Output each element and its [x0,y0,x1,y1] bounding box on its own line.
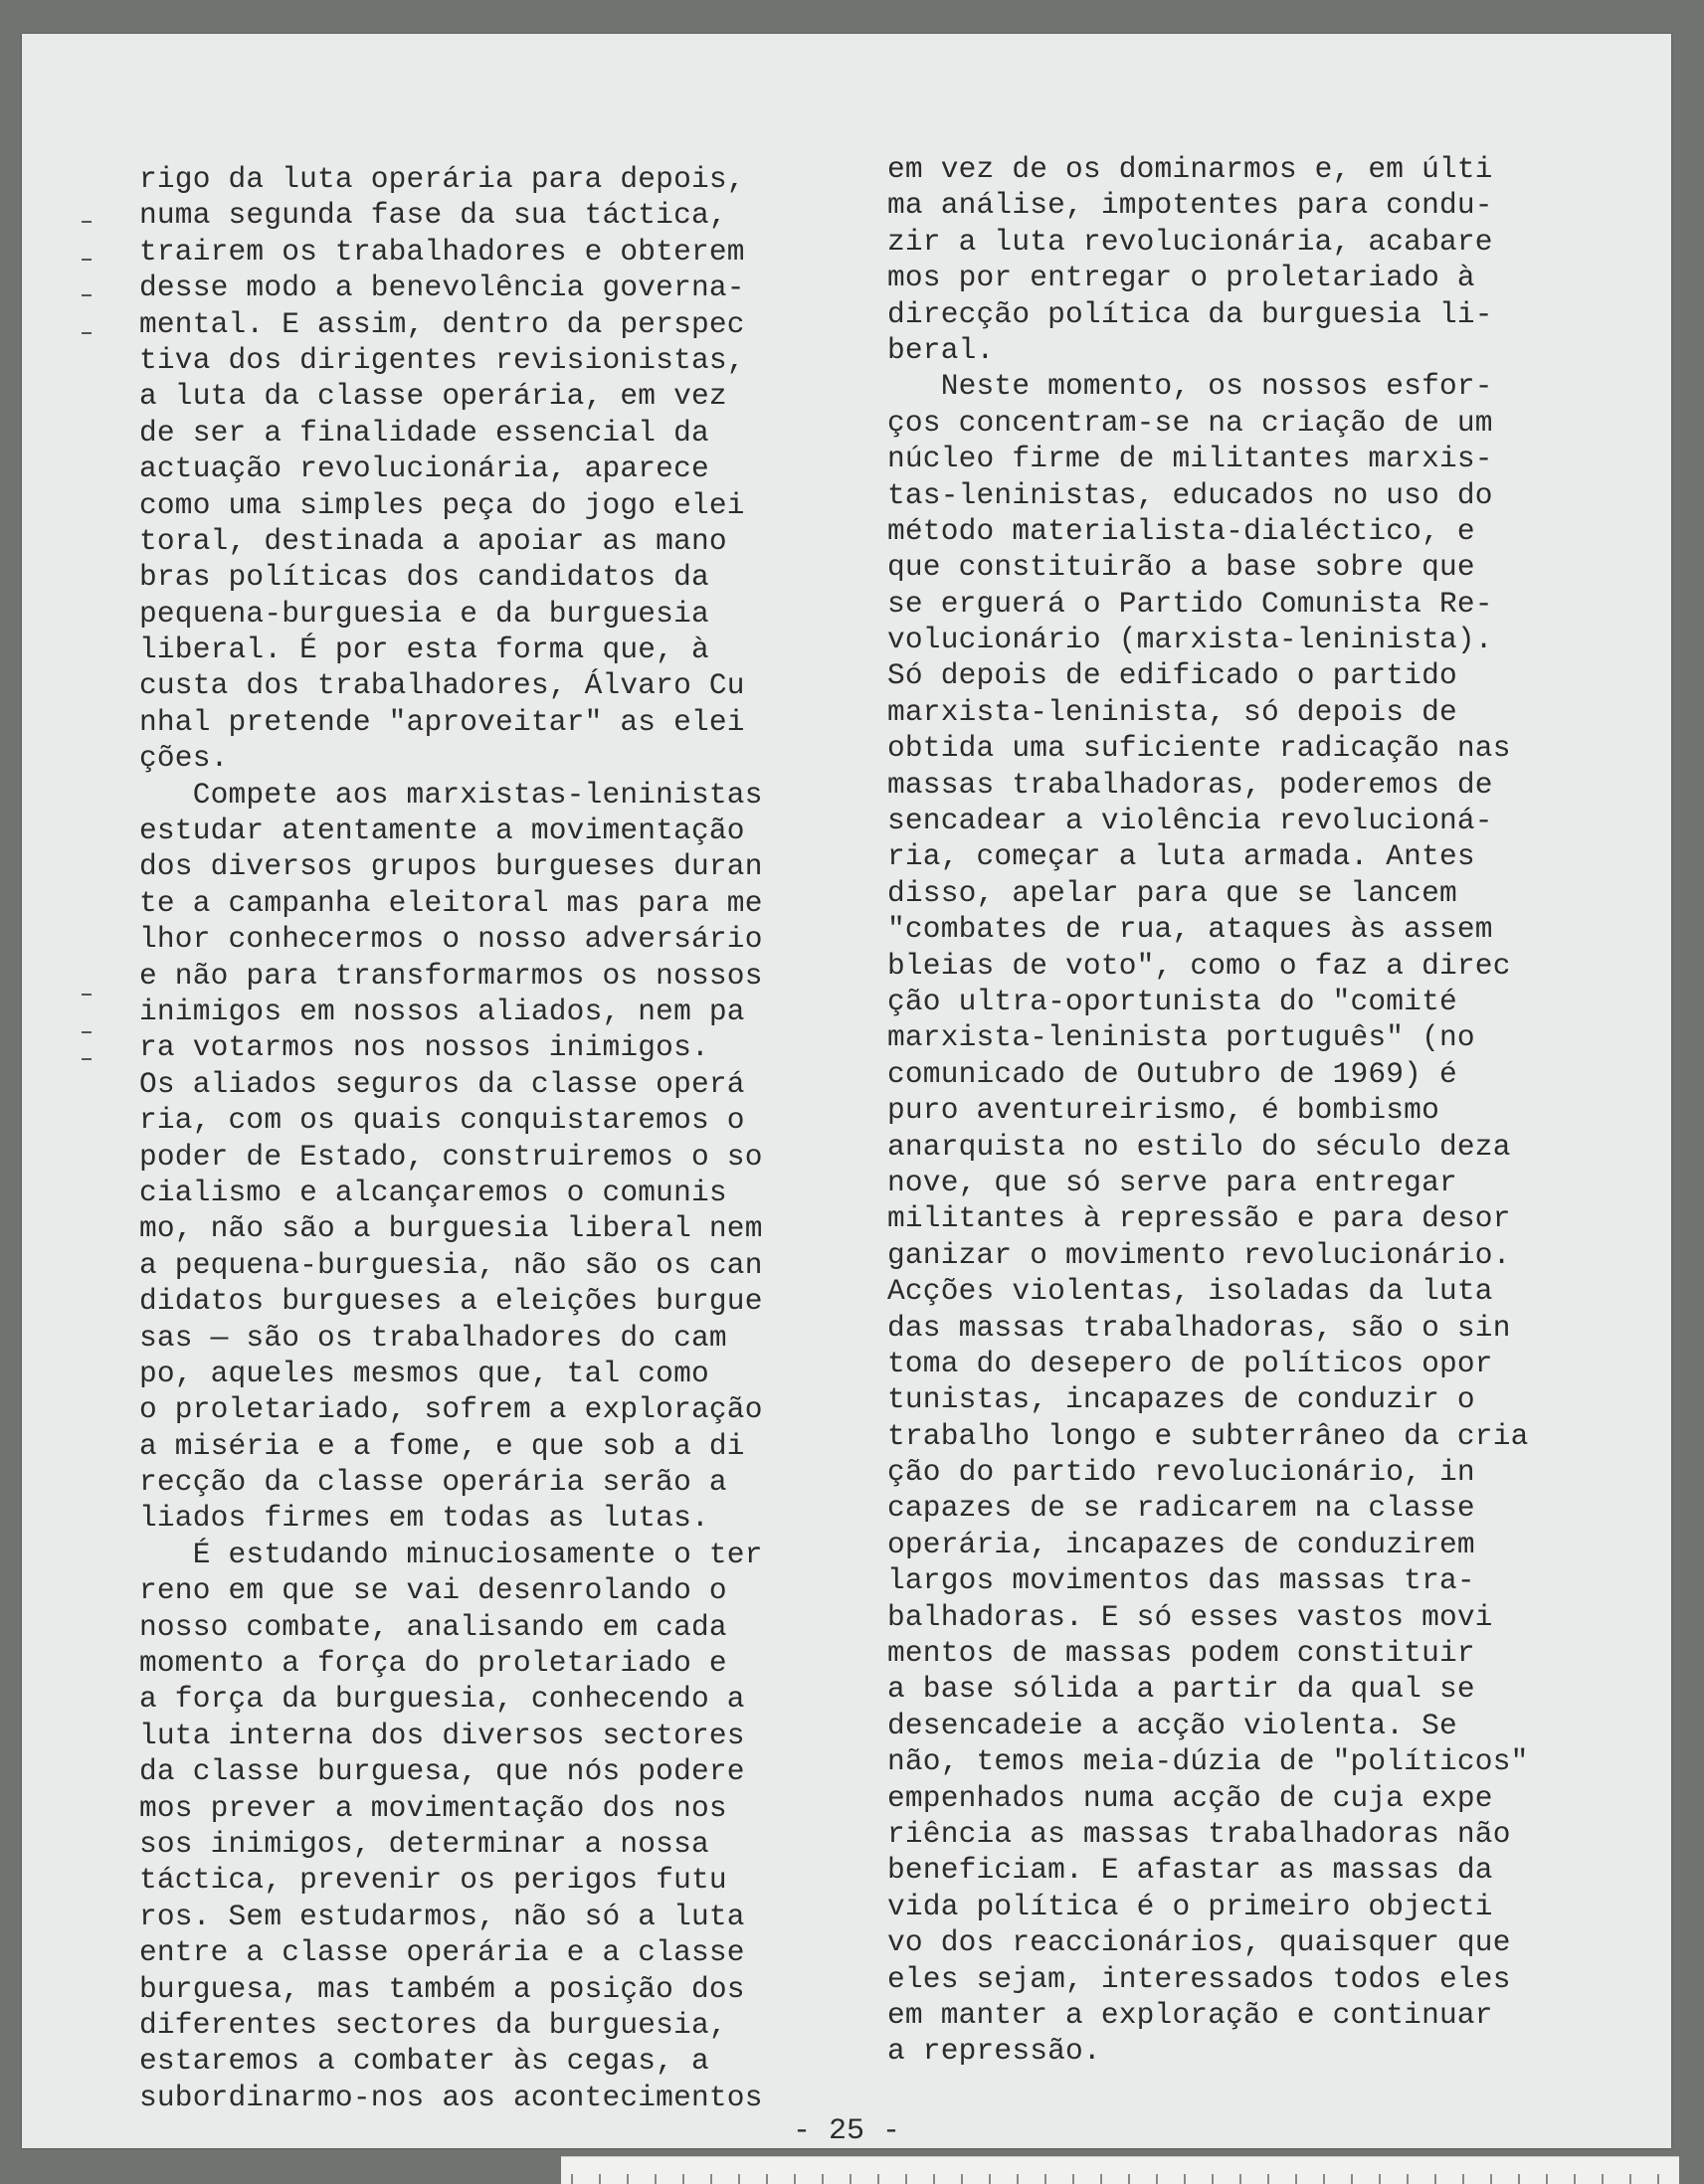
text-line: vo dos reaccionários, quaisquer que [887,1925,1511,1960]
text-line: subordinarmo-nos aos acontecimentos [139,2080,763,2114]
margin-mark [82,994,92,996]
text-line: desse modo a benevolência governa- [139,271,745,305]
text-line: Compete aos marxistas-leninistas [139,777,763,812]
text-line: mos por entregar o proletariado à [887,261,1475,295]
text-line: obtida uma suficiente radicação nas [887,731,1511,766]
text-line: É estudando minuciosamente o ter [139,1537,763,1571]
text-line: direcção política da burguesia li- [887,296,1493,331]
text-line: puro aventureirismo, é bombismo [887,1093,1439,1128]
text-line: zir a luta revolucionária, acabare [887,224,1493,259]
text-line: mental. E assim, dentro da perspec [139,306,745,341]
text-line: a força da burguesia, conhecendo a [139,1682,745,1717]
text-line: das massas trabalhadoras, são o sin [887,1310,1511,1345]
text-line: da classe burguesa, que nós podere [139,1754,745,1789]
text-line: toral, destinada a apoiar as mano [139,523,727,558]
text-line: trabalho longo e subterrâneo da cria [887,1418,1529,1453]
text-line: liados firmes em todas as lutas. [139,1501,709,1536]
margin-mark [82,1058,92,1060]
text-line: liberal. É por esta forma que, à [139,633,709,667]
text-line: riência as massas trabalhadoras não [887,1816,1511,1851]
text-line: nosso combate, analisando em cada [139,1609,727,1644]
text-line: não, temos meia-dúzia de "políticos" [887,1744,1529,1779]
margin-mark [82,1031,92,1033]
text-line: luta interna dos diversos sectores [139,1718,745,1752]
text-line: disso, apelar para que se lancem [887,875,1457,910]
text-line: em vez de os dominarmos e, em últi [887,152,1493,186]
text-line: a repressão. [887,2034,1101,2069]
text-line: "combates de rua, ataques às assem [887,912,1493,947]
text-line: a miséria e a fome, e que sob a di [139,1428,745,1463]
text-line: bras políticas dos candidatos da [139,560,709,595]
text-line: nhal pretende "aproveitar" as elei [139,704,745,739]
text-line: balhadoras. E só esses vastos movi [887,1599,1493,1634]
text-line: desencadeie a acção violenta. Se [887,1708,1457,1742]
text-line: ros. Sem estudarmos, não só a luta [139,1899,745,1933]
text-line: tunistas, incapazes de conduzir o [887,1382,1475,1417]
text-line: se erguerá o Partido Comunista Re- [887,586,1493,621]
text-line: vida política é o primeiro objecti [887,1889,1493,1923]
text-line: ma análise, impotentes para condu- [887,188,1493,223]
text-line: ções. [139,741,229,776]
text-line: núcleo firme de militantes marxis- [887,442,1493,476]
text-line: a base sólida a partir da qual se [887,1672,1475,1707]
text-line: didatos burgueses a eleições burgue [139,1284,763,1319]
text-line: e não para transformarmos os nossos [139,958,763,993]
text-line: mentos de massas podem constituir [887,1636,1475,1671]
text-line: estudar atentamente a movimentação [139,814,745,848]
text-line: largos movimentos das massas tra- [887,1563,1475,1598]
text-line: cialismo e alcançaremos o comunis [139,1175,727,1209]
text-line: tas-leninistas, educados no uso do [887,477,1493,512]
text-line: capazes de se radicarem na classe [887,1491,1475,1526]
text-line: anarquista no estilo do século deza [887,1129,1511,1164]
text-line: recção da classe operária serão a [139,1465,727,1500]
text-line: que constituirão a base sobre que [887,550,1475,585]
document-page [22,34,1671,2148]
text-line: lhor conhecermos o nosso adversário [139,922,763,957]
text-line: marxista-leninista, só depois de [887,694,1457,729]
margin-mark [82,221,92,223]
margin-mark [82,259,92,261]
text-line: método materialista-dialéctico, e [887,513,1475,548]
text-line: diferentes sectores da burguesia, [139,2007,727,2042]
text-line: trairem os trabalhadores e obterem [139,234,745,269]
text-line: volucionário (marxista-leninista). [887,623,1493,657]
text-line: a luta da classe operária, em vez [139,379,727,414]
text-line: sencadear a violência revolucioná- [887,804,1493,838]
text-line: a pequena-burguesia, não são os can [139,1247,763,1282]
text-line: po, aqueles mesmos que, tal como [139,1356,709,1390]
text-line: custa dos trabalhadores, Álvaro Cu [139,668,745,703]
text-line: comunicado de Outubro de 1969) é [887,1056,1457,1091]
text-line: Acções violentas, isoladas da luta [887,1274,1493,1309]
text-line: dos diversos grupos burgueses duran [139,849,763,884]
text-line: empenhados numa acção de cuja expe [887,1780,1493,1815]
text-line: operária, incapazes de conduzirem [887,1527,1475,1561]
text-line: te a campanha eleitoral mas para me [139,885,763,920]
text-line: ção ultra-oportunista do "comité [887,984,1457,1018]
text-line: sos inimigos, determinar a nossa [139,1826,709,1861]
text-line: pequena-burguesia e da burguesia [139,596,709,631]
text-line: beral. [887,332,995,367]
text-line: Os aliados seguros da classe operá [139,1066,745,1101]
text-line: entre a classe operária e a classe [139,1935,745,1970]
text-line: actuação revolucionária, aparece [139,452,709,486]
left-text-column [139,161,895,2115]
text-line: militantes à repressão e para desor [887,1201,1511,1236]
text-line: rigo da luta operária para depois, [139,162,745,196]
text-line: de ser a finalidade essencial da [139,415,709,450]
text-line: táctica, prevenir os perigos futu [139,1863,727,1898]
text-line: ganizar o movimento revolucionário. [887,1237,1511,1272]
margin-mark [82,294,92,296]
right-text-column [887,151,1673,2070]
page-number: - 25 - [792,2114,901,2148]
text-line: numa segunda fase da sua táctica, [139,198,727,233]
text-line: beneficiam. E afastar as massas da [887,1853,1493,1888]
text-line: como uma simples peça do jogo elei [139,487,745,522]
text-line: o proletariado, sofrem a exploração [139,1392,763,1427]
text-line: ção do partido revolucionário, in [887,1455,1475,1490]
text-line: ra votarmos nos nossos inimigos. [139,1030,709,1065]
text-line: burguesa, mas também a posição dos [139,1971,745,2006]
text-line: eles sejam, interessados todos eles [887,1961,1511,1996]
margin-mark [82,332,92,334]
text-line: ria, começar a luta armada. Antes [887,839,1475,874]
text-line: marxista-leninista português" (no [887,1020,1475,1055]
text-line: toma do desepero de políticos opor [887,1346,1493,1380]
text-line: estaremos a combater às cegas, a [139,2044,709,2079]
text-line: bleias de voto", como o faz a direc [887,948,1511,983]
text-line: inimigos em nossos aliados, nem pa [139,994,745,1028]
text-line: sas — são os trabalhadores do cam [139,1320,727,1355]
text-line: ria, com os quais conquistaremos o [139,1103,745,1138]
text-line: reno em que se vai desenrolando o [139,1573,727,1608]
text-line: em manter a exploração e continuar [887,1997,1493,2032]
text-line: Só depois de edificado o partido [887,658,1457,693]
text-line: mo, não são a burguesia liberal nem [139,1211,763,1246]
text-line: tiva dos dirigentes revisionistas, [139,342,745,377]
text-line: nove, que só serve para entregar [887,1165,1457,1199]
text-line: mos prever a movimentação dos nos [139,1790,727,1825]
measuring-ruler [561,2156,1679,2184]
text-line: momento a força do proletariado e [139,1646,727,1681]
text-line: massas trabalhadoras, poderemos de [887,767,1493,802]
text-line: Neste momento, os nossos esfor- [887,369,1493,404]
text-line: poder de Estado, construiremos o so [139,1139,763,1174]
text-line: ços concentram-se na criação de um [887,405,1493,440]
